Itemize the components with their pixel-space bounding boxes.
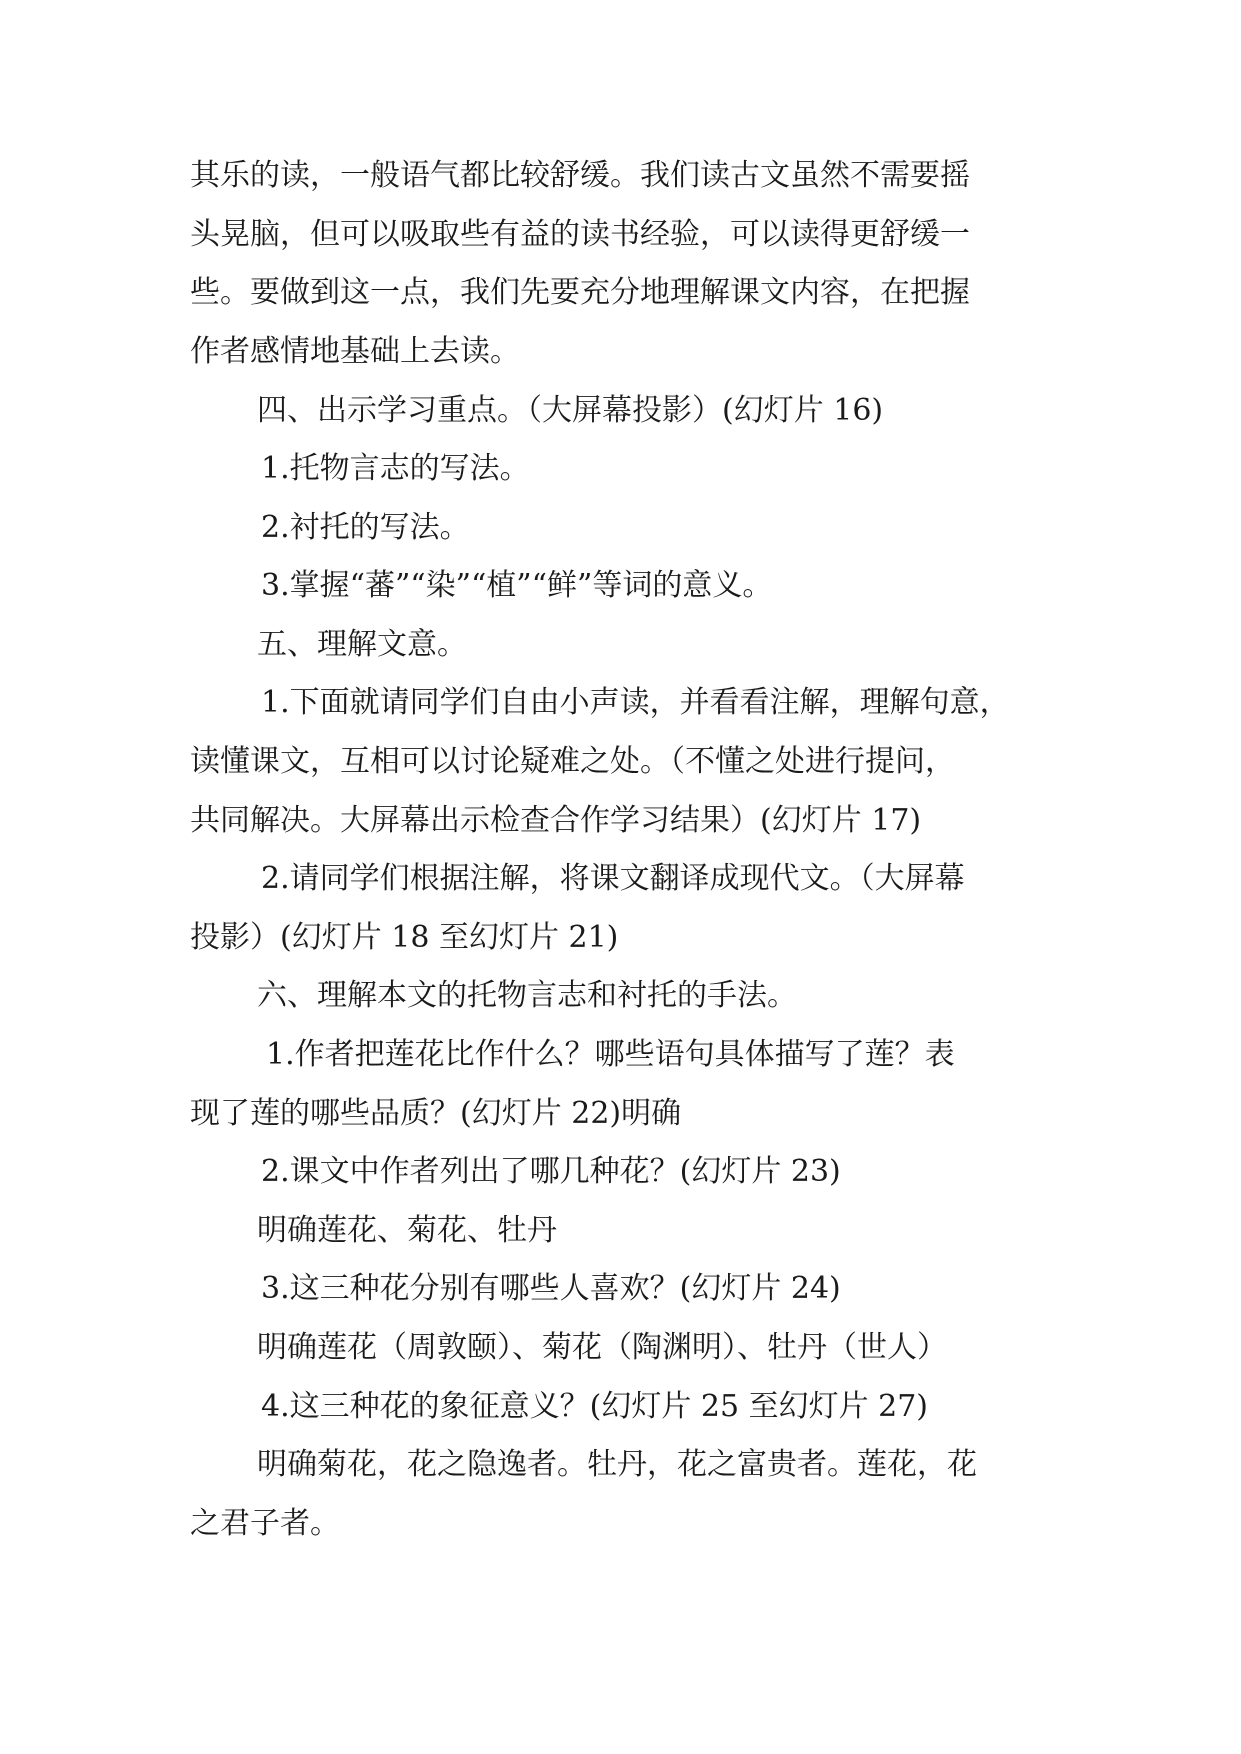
section-heading: 六、理解本文的托物言志和衬托的手法。 [257,978,797,1013]
section-heading: 四、出示学习重点。（大屏幕投影）(幻灯片 16) [257,393,884,428]
text-line: 明确莲花（周敦颐）、菊花（陶渊明）、牡丹（世人） [257,1330,947,1365]
list-item: 1.作者把莲花比作什么？哪些语句具体描写了莲？表 [266,1037,955,1072]
list-item: 1.下面就请同学们自由小声读，并看看注解，理解句意， [261,685,1010,720]
text-line: 现了莲的哪些品质？(幻灯片 22)明确 [190,1096,682,1131]
text-line: 之君子者。 [190,1506,340,1541]
list-item: 2.请同学们根据注解，将课文翻译成现代文。（大屏幕 [261,861,965,896]
list-item: 4.这三种花的象征意义？(幻灯片 25 至幻灯片 27) [261,1389,928,1424]
text-line: 投影）(幻灯片 18 至幻灯片 21) [190,920,619,955]
text-line: 读懂课文，互相可以讨论疑难之处。（不懂之处进行提问， [190,744,955,779]
text-line: 作者感情地基础上去读。 [190,334,520,369]
text-line: 其乐的读，一般语气都比较舒缓。我们读古文虽然不需要摇 [190,158,970,193]
text-line: 明确莲花、菊花、牡丹 [257,1213,557,1248]
section-heading: 五、理解文意。 [257,627,467,662]
list-item: 2.衬托的写法。 [261,510,470,545]
text-line: 共同解决。大屏幕出示检查合作学习结果）(幻灯片 17) [190,803,922,838]
text-line: 些。要做到这一点，我们先要充分地理解课文内容，在把握 [190,275,970,310]
list-item: 1.托物言志的写法。 [261,451,530,486]
text-line: 头晃脑，但可以吸取些有益的读书经验，可以读得更舒缓一 [190,217,970,252]
text-line: 明确菊花，花之隐逸者。牡丹，花之富贵者。莲花，花 [257,1447,977,1482]
list-item: 3.掌握“蕃”“染”“植”“鲜”等词的意义。 [261,568,773,603]
list-item: 2.课文中作者列出了哪几种花？(幻灯片 23) [261,1154,841,1189]
list-item: 3.这三种花分别有哪些人喜欢？(幻灯片 24) [261,1271,841,1306]
